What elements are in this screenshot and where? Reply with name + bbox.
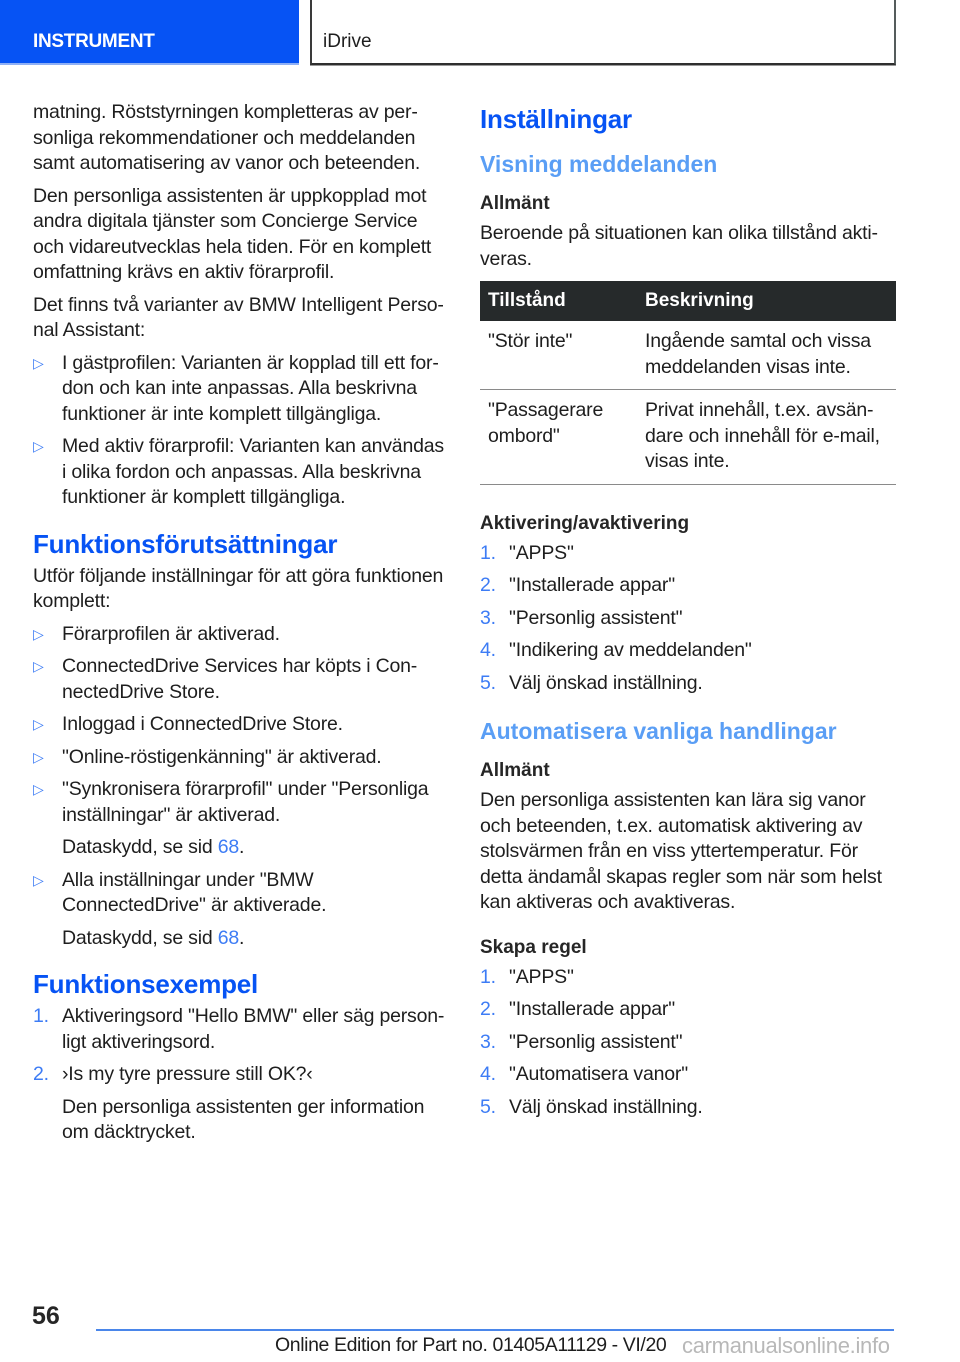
list-item: 1. "APPS" — [480, 541, 896, 567]
triangle-bullet-icon: ▷ — [33, 438, 44, 454]
table-cell: "Stör inte" — [480, 321, 637, 390]
step-number: 2. — [480, 574, 496, 596]
triangle-bullet-icon: ▷ — [33, 781, 44, 797]
footer-divider — [96, 1329, 894, 1331]
column-header: Tillstånd — [480, 281, 637, 321]
step-number: 1. — [480, 965, 496, 988]
section-tab-label: INSTRUMENT — [33, 31, 155, 52]
right-column — [480, 100, 896, 1127]
intro-paragraph: Den personliga assistenten är uppkopplad mot andra digitala tjänster som Concierge Service och vidareutvecklas hela tiden. För en komplett omfattning krävs en aktiv förarprofil. — [33, 184, 432, 283]
intro-paragraph: matning. Röststyrningen kompletteras av personliga rekommendationer och meddelanden samt automatisering av vanor och beteenden. — [33, 101, 421, 174]
chapter-header — [310, 0, 896, 65]
section-heading-prerequisites: Funktionsförutsättningar — [33, 528, 338, 559]
step-number: 4. — [480, 1063, 496, 1085]
step-note: Den personliga assistenten ger information om däcktrycket. — [62, 1095, 425, 1143]
triangle-bullet-icon: ▷ — [33, 625, 44, 642]
label-general: Allmänt — [480, 760, 550, 781]
list-item: 1. Aktiveringsord "Hello BMW" eller säg personligt aktiveringsord. — [33, 1005, 445, 1053]
step-number: 3. — [480, 1030, 496, 1053]
label-create-rule: Skapa regel — [480, 936, 587, 958]
list-item: 4. "Indikering av meddelanden" — [480, 638, 896, 664]
list-item: ▷ Alla inställningar under "BMW ConnectedDrive" är aktiverade. Dataskydd, se sid 68. — [33, 868, 451, 952]
list-item: 3. "Personlig assistent" — [480, 606, 896, 632]
list-item: ▷ Med aktiv förarprofil: Varianten kan användas i olika fordon och anpassas. Alla beskrivna funktioner är komplett tillgängliga. — [33, 435, 444, 508]
list-item: 2. "Installerade appar" — [480, 997, 896, 1023]
table-cell: Ingående samtal och vissa meddelanden visas inte. — [637, 321, 896, 390]
table-row — [480, 390, 896, 485]
edition-info: Online Edition for Part no. 01405A11129 - VI/20 — [275, 1334, 667, 1356]
activation-steps — [480, 541, 896, 697]
step-number: 2. — [33, 1063, 49, 1085]
general-text: Beroende på situationen kan olika tillstånd aktiveras. — [480, 222, 878, 270]
column-header: Beskrivning — [637, 281, 896, 321]
triangle-bullet-icon: ▷ — [33, 748, 44, 765]
data-privacy-note: Dataskydd, se sid 68. — [62, 926, 245, 949]
list-item: ▷ I gästprofilen: Varianten är kopplad till ett fordon och kan inte anpassas. Alla beskrivna funktioner är inte komplett tillgängliga. — [33, 351, 439, 425]
step-number: 5. — [480, 1095, 496, 1118]
list-item: 5. Välj önskad inställning. — [480, 1095, 896, 1121]
states-table — [480, 281, 896, 485]
step-number: 2. — [480, 998, 496, 1020]
data-privacy-note: Dataskydd, se sid 68. — [62, 836, 245, 858]
step-number: 1. — [480, 541, 496, 564]
list-item: 5. Välj önskad inställning. — [480, 671, 896, 697]
list-item: 4. "Automatisera vanor" — [480, 1062, 896, 1088]
list-item: ▷ ConnectedDrive Services har köpts i ConnectedDrive Store. — [33, 655, 418, 703]
intro-paragraph: Det finns två varianter av BMW Intelligent Personal Assistant: — [33, 293, 444, 341]
page-link[interactable]: 68 — [217, 926, 240, 949]
automate-text: Den personliga assistenten kan lära sig vanor och beteenden, t.ex. automatisk aktivering av stolsvärmen från en viss yttertemperatur. För detta ändamål skapas regler som när som helst kan aktiveras och avaktiveras. — [480, 789, 882, 913]
list-item: 1. "APPS" — [480, 965, 896, 991]
table-cell: "Passagerare ombord" — [480, 390, 637, 485]
triangle-bullet-icon: ▷ — [33, 354, 44, 371]
triangle-bullet-icon: ▷ — [33, 871, 44, 888]
list-item: 2. ›Is my tyre pressure still OK?‹ Den personliga assistenten ger information om däcktrycket. — [33, 1062, 451, 1146]
prereq-intro: Utför följande inställningar för att göra funktionen komplett: — [33, 564, 444, 612]
watermark: carmanualsonline.info — [682, 1333, 890, 1358]
section-heading-example: Funktionsexempel — [33, 969, 259, 999]
section-heading-settings: Inställningar — [480, 104, 632, 134]
subheading-automate: Automatisera vanliga handlingar — [480, 718, 837, 744]
section-tab — [0, 0, 299, 65]
step-number: 3. — [480, 606, 496, 629]
page-number: 56 — [32, 1302, 60, 1330]
page-link[interactable]: 68 — [217, 836, 240, 858]
step-number: 5. — [480, 671, 496, 694]
left-column — [33, 100, 451, 1153]
table-row — [480, 321, 896, 390]
prereq-list — [33, 622, 451, 952]
table-cell: Privat innehåll, t.ex. avsändare och innehåll för e-mail, visas inte. — [637, 390, 896, 485]
list-item: ▷ Förarprofilen är aktiverad. — [33, 622, 451, 648]
list-item: ▷ "Synkronisera förarprofil" under "Personliga inställningar" är aktiverad. Dataskydd, se sid 68. — [33, 777, 451, 861]
table-header-row — [480, 281, 896, 321]
list-item: ▷ "Online-röstigenkänning" är aktiverad. — [33, 745, 451, 771]
step-number: 1. — [33, 1005, 49, 1027]
rule-steps — [480, 965, 896, 1121]
list-item: ▷ Inloggad i ConnectedDrive Store. — [33, 712, 451, 738]
label-activation: Aktivering/avaktivering — [480, 512, 690, 534]
list-item: 2. "Installerade appar" — [480, 573, 896, 599]
step-number: 4. — [480, 639, 496, 661]
list-item: 3. "Personlig assistent" — [480, 1030, 896, 1056]
example-steps — [33, 1004, 451, 1146]
chapter-title: iDrive — [323, 31, 372, 52]
triangle-bullet-icon: ▷ — [33, 658, 44, 674]
triangle-bullet-icon: ▷ — [33, 716, 44, 732]
label-general: Allmänt — [480, 193, 550, 214]
variants-list — [33, 351, 451, 511]
subheading-display-messages: Visning meddelanden — [480, 151, 718, 177]
